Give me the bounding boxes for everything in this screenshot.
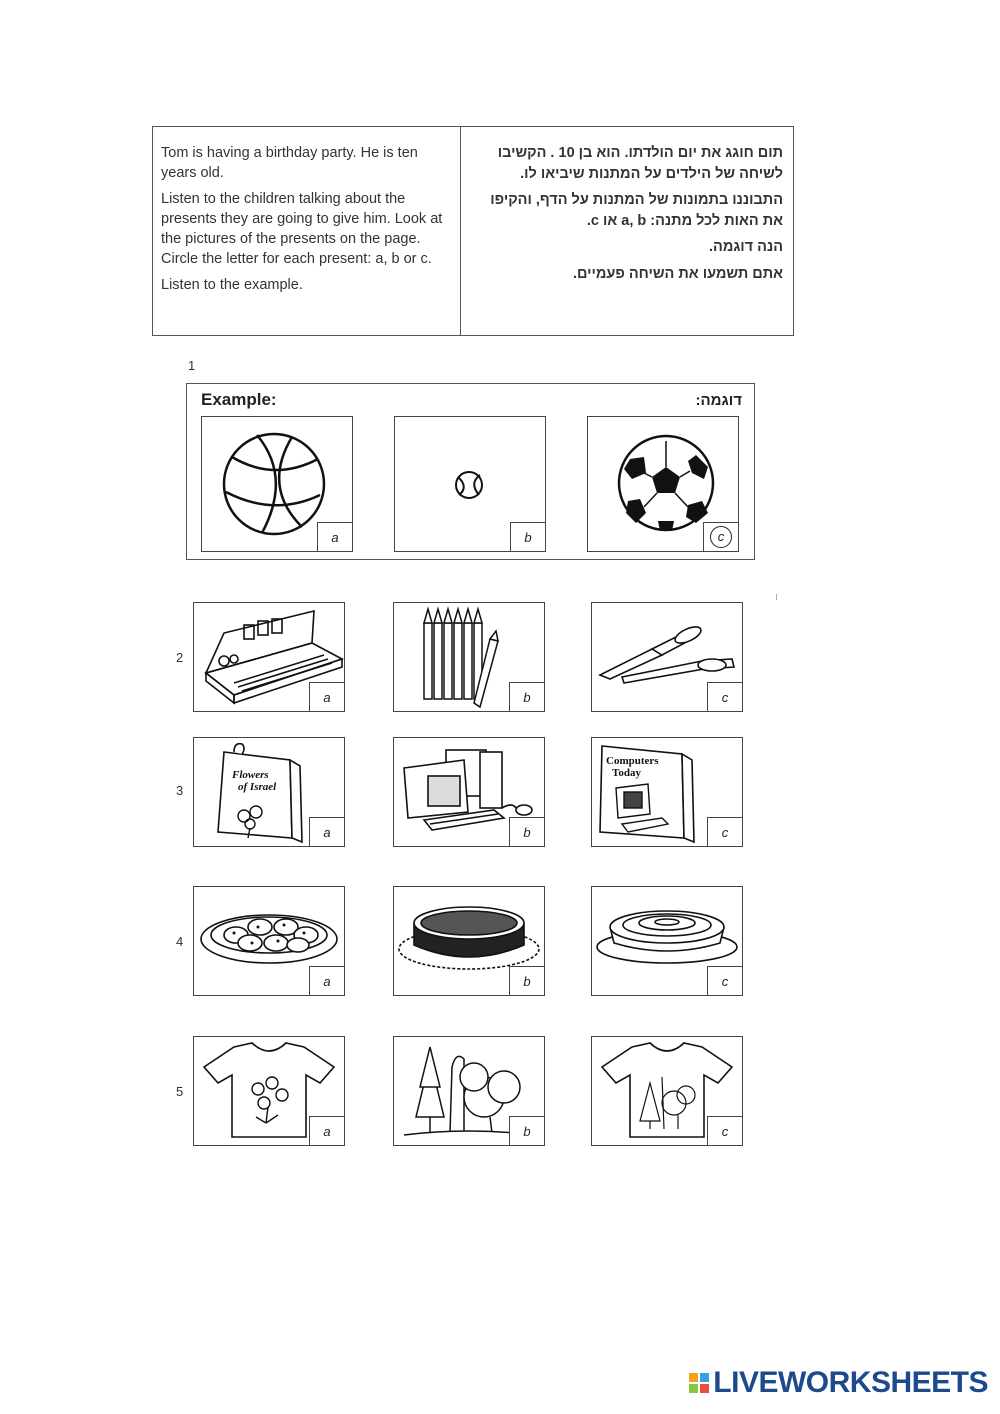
q3-option-b[interactable] xyxy=(393,737,545,847)
example-title-hebrew: דוגמה: xyxy=(695,392,742,409)
logo-blocks-icon xyxy=(689,1373,709,1393)
question-number-2: 2 xyxy=(176,650,184,665)
example-title: Example: xyxy=(201,390,277,409)
instructions-hebrew xyxy=(483,143,783,290)
instruction-en-1: Tom is having a birthday party. He is ten years old. xyxy=(161,145,418,181)
q5-letter-b[interactable]: b xyxy=(509,1116,545,1146)
q2-option-a[interactable] xyxy=(193,602,345,712)
book-title-computers: Computers Today xyxy=(606,755,659,779)
book-title-flowers: Flowers of Israel xyxy=(232,769,277,793)
example-letter-a[interactable]: a xyxy=(317,522,353,552)
q2-letter-a[interactable]: a xyxy=(309,682,345,712)
logo-text: LIVEWORKSHEETS xyxy=(713,1366,988,1399)
question-number-3: 3 xyxy=(176,783,184,798)
instructions-english xyxy=(161,143,451,301)
q2-letter-b[interactable]: b xyxy=(509,682,545,712)
example-option-b[interactable] xyxy=(394,416,546,552)
question-number-4: 4 xyxy=(176,934,184,949)
example-option-a[interactable] xyxy=(201,416,353,552)
q5-letter-c[interactable]: c xyxy=(707,1116,743,1146)
instruction-en-3: Listen to the example. xyxy=(161,277,303,293)
q4-letter-a[interactable]: a xyxy=(309,966,345,996)
liveworksheets-logo xyxy=(689,1366,988,1400)
instructions-box xyxy=(152,126,794,336)
q3-letter-c[interactable]: c xyxy=(707,817,743,847)
instruction-he-2: התבוננו בתמונות של המתנות על הדף, והקיפו את האות לכל מתנה: a, b או c. xyxy=(490,192,783,229)
q5-option-b[interactable] xyxy=(393,1036,545,1146)
question-number-1: 1 xyxy=(188,358,196,373)
instruction-en-2: Listen to the children talking about the presents they are going to give him. Look at the pictures of the presents on the page. Circle the letter for each present: a, b or c. xyxy=(161,191,443,267)
example-letter-b[interactable]: b xyxy=(510,522,546,552)
instruction-he-4: אתם תשמעו את השיחה פעמיים. xyxy=(572,265,783,282)
question-number-5: 5 xyxy=(176,1084,184,1099)
q3-letter-a[interactable]: a xyxy=(309,817,345,847)
q3-option-a[interactable] xyxy=(193,737,345,847)
stray-mark xyxy=(776,594,777,600)
q4-option-c[interactable] xyxy=(591,886,743,996)
q4-letter-c[interactable]: c xyxy=(707,966,743,996)
q3-option-c[interactable] xyxy=(591,737,743,847)
instruction-he-3: הנה דוגמה. xyxy=(709,239,783,255)
q2-letter-c[interactable]: c xyxy=(707,682,743,712)
q5-letter-a[interactable]: a xyxy=(309,1116,345,1146)
example-letter-c-circled[interactable] xyxy=(703,522,739,552)
example-option-c[interactable] xyxy=(587,416,739,552)
instruction-he-1: תום חוגג את יום הולדתו. הוא בן 10 . הקשיבו לשיחה של הילדים על המתנות שיביאו לו. xyxy=(497,145,783,182)
q2-option-c[interactable] xyxy=(591,602,743,712)
q3-letter-b[interactable]: b xyxy=(509,817,545,847)
q5-option-a[interactable] xyxy=(193,1036,345,1146)
q4-option-b[interactable] xyxy=(393,886,545,996)
example-letter-c: c xyxy=(710,526,732,548)
instructions-divider xyxy=(460,127,461,335)
q4-letter-b[interactable]: b xyxy=(509,966,545,996)
q5-option-c[interactable] xyxy=(591,1036,743,1146)
q2-option-b[interactable] xyxy=(393,602,545,712)
example-box xyxy=(186,383,755,560)
q4-option-a[interactable] xyxy=(193,886,345,996)
